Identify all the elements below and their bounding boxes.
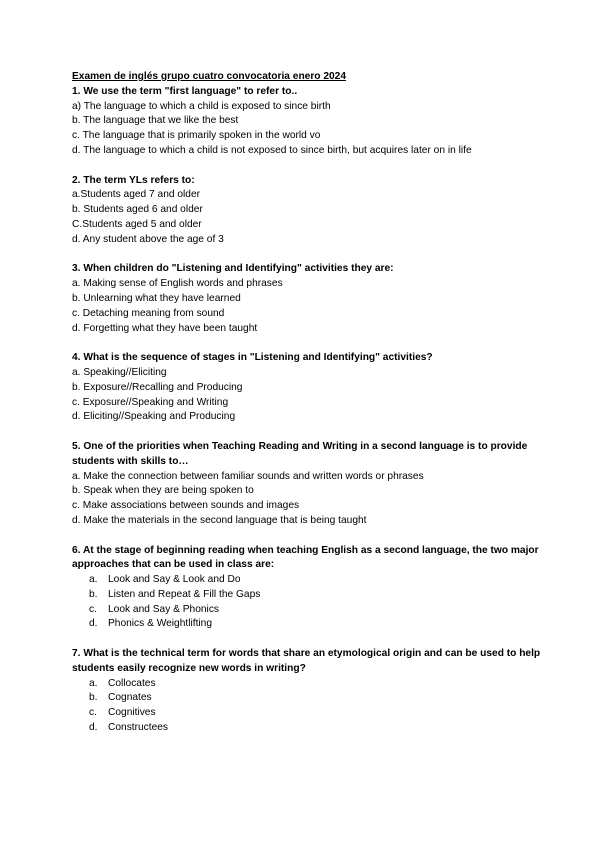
option-a: a. Make the connection between familiar sounds and written words or phrases	[72, 470, 424, 482]
question-text: 3. When children do "Listening and Identifying" activities they are:	[72, 263, 394, 275]
option-a	[72, 677, 542, 692]
question-text: 5. One of the priorities when Teaching Reading and Writing in a second language is to provide students with skills to…	[72, 440, 528, 467]
option-text: Look and Say & Look and Do	[108, 574, 241, 586]
option-d	[72, 617, 542, 632]
option-a: a. Speaking//Eliciting	[72, 366, 167, 378]
question-5	[72, 440, 542, 529]
exam-document	[72, 70, 542, 736]
option-c: C.Students aged 5 and older	[72, 218, 202, 230]
option-b: b. Unlearning what they have learned	[72, 292, 241, 304]
option-letter: a.	[89, 677, 98, 689]
option-b: b. The language that we like the best	[72, 115, 239, 127]
option-d: d. The language to which a child is not exposed to since birth, but acquires later on in life	[72, 144, 472, 156]
option-text: Listen and Repeat & Fill the Gaps	[108, 588, 261, 600]
option-letter: b.	[89, 588, 98, 600]
option-c: c. Make associations between sounds and images	[72, 500, 300, 512]
question-text: 7. What is the technical term for words that share an etymological origin and can be used to help students easily recognize new words in writing?	[72, 648, 541, 674]
option-d: d. Any student above the age of 3	[72, 233, 224, 245]
option-a: a.Students aged 7 and older	[72, 189, 201, 201]
option-a	[72, 573, 542, 588]
option-d	[72, 721, 542, 736]
option-letter: d.	[89, 722, 98, 734]
option-letter: a.	[89, 574, 98, 586]
question-3	[72, 262, 542, 336]
option-text: Look and Say & Phonics	[108, 603, 220, 615]
option-b	[72, 691, 542, 706]
question-1	[72, 85, 542, 159]
question-text: 4. What is the sequence of stages in "Listening and Identifying" activities?	[72, 352, 433, 364]
option-d: d. Eliciting//Speaking and Producing	[72, 411, 236, 423]
question-6	[72, 544, 542, 633]
question-2	[72, 174, 542, 248]
question-text: 1. We use the term "first language" to refer to..	[72, 85, 298, 97]
option-c: c. Exposure//Speaking and Writing	[72, 396, 229, 408]
option-c: c. The language that is primarily spoken in the world vo	[72, 130, 321, 142]
option-b: b. Students aged 6 and older	[72, 204, 203, 216]
option-text: Collocates	[108, 677, 156, 689]
question-4	[72, 351, 542, 425]
option-letter: c.	[89, 603, 97, 615]
option-c: c. Detaching meaning from sound	[72, 307, 225, 319]
question-7	[72, 647, 542, 736]
question-text: 2. The term YLs refers to:	[72, 174, 195, 186]
option-text: Phonics & Weightlifting	[108, 618, 213, 630]
option-b: b. Speak when they are being spoken to	[72, 485, 254, 497]
option-c	[72, 706, 542, 721]
exam-title: Examen de inglés grupo cuatro convocatoria enero 2024	[72, 71, 347, 82]
option-b	[72, 588, 542, 603]
option-b: b. Exposure//Recalling and Producing	[72, 381, 243, 393]
option-text: Cognates	[108, 692, 152, 704]
option-d: d. Make the materials in the second language that is being taught	[72, 514, 367, 526]
option-letter: d.	[89, 618, 98, 630]
option-a: a. Making sense of English words and phrases	[72, 278, 283, 290]
option-letter: b.	[89, 692, 98, 704]
question-text: 6. At the stage of beginning reading when teaching English as a second language, the two major approaches that can be used in class are:	[72, 544, 539, 571]
option-text: Cognitives	[108, 707, 156, 719]
option-letter: c.	[89, 707, 97, 719]
option-d: d. Forgetting what they have been taught	[72, 322, 258, 334]
option-c	[72, 603, 542, 618]
option-text: Constructees	[108, 722, 169, 734]
option-a: a) The language to which a child is exposed to since birth	[72, 100, 331, 112]
